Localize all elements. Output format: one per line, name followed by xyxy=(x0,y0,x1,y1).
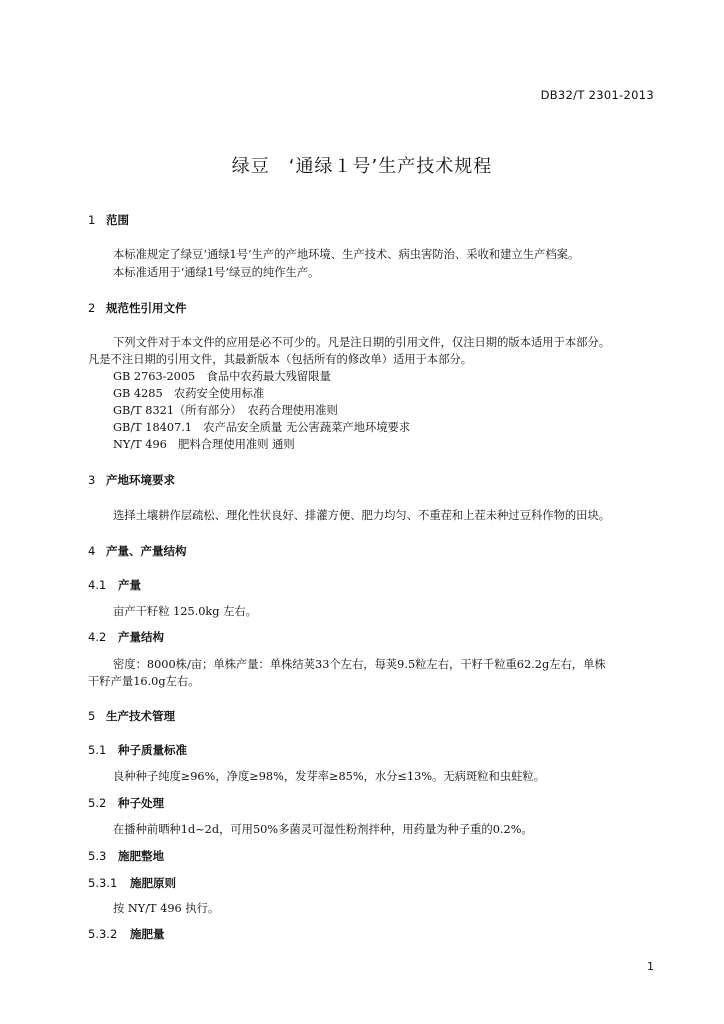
subsection-5-3-1-heading xyxy=(88,875,176,891)
reference-item: GB/T 18407.1 农产品安全质量 无公害蔬菜产地环境要求 xyxy=(113,421,411,434)
reference-item: GB 2763-2005 食品中农药最大残留限量 xyxy=(113,370,331,383)
subsection-4-1-heading xyxy=(88,577,141,593)
section-title: 规范性引用文件 xyxy=(106,301,187,315)
paragraph-line: 下列文件对于本文件的应用是必不可少的。凡是注日期的引用文件，仅注日期的版本适用于本部分。 xyxy=(113,336,611,349)
section-4-heading xyxy=(88,543,187,559)
paragraph-line: 干籽产量16.0g左右。 xyxy=(88,675,200,688)
paragraph-line: 密度：8000株/亩；单株产量：单株结荚33个左右，每荚9.5粒左右，干籽千粒重62.2g左右，单株 xyxy=(113,658,606,671)
document-title: 绿豆 ‘通绿１号’生产技术规程 xyxy=(231,156,493,177)
section-number: 1 xyxy=(88,213,96,227)
reference-item: GB/T 8321（所有部分） 农药合理使用准则 xyxy=(113,404,338,417)
paragraph-line: 选择土壤耕作层疏松、理化性状良好、排灌方便、肥力均匀、不重茬和上茬未种过豆科作物的田块。 xyxy=(113,509,611,522)
paragraph-line: 良种种子纯度≥96%，净度≥98%，发芽率≥85%，水分≤13%。无病斑粒和虫蛀粒。 xyxy=(113,770,546,783)
section-title: 产量 xyxy=(118,578,141,592)
standard-code: DB32/T 2301-2013 xyxy=(540,88,654,102)
reference-item: NY/T 496 肥料合理使用准则 通则 xyxy=(113,438,295,451)
subsection-5-2-heading xyxy=(88,795,164,811)
reference-item: GB 4285 农药安全使用标准 xyxy=(113,387,265,400)
page-number: 1 xyxy=(647,960,654,973)
section-2-heading xyxy=(88,300,187,316)
section-number: 4 xyxy=(88,544,96,558)
section-number: 5.3 xyxy=(88,849,107,863)
section-title: 生产技术管理 xyxy=(106,709,175,723)
section-title: 产量、产量结构 xyxy=(106,544,187,558)
paragraph-line: 凡是不注日期的引用文件，其最新版本（包括所有的修改单）适用于本部分。 xyxy=(88,353,473,366)
section-title: 施肥整地 xyxy=(118,849,164,863)
section-number: 5.3.2 xyxy=(88,927,118,941)
section-number: 5.2 xyxy=(88,796,107,810)
section-number: 4.2 xyxy=(88,630,107,644)
subsection-5-1-heading xyxy=(88,742,187,758)
subsection-5-3-heading xyxy=(88,848,164,864)
section-number: 2 xyxy=(88,301,96,315)
section-title: 种子处理 xyxy=(118,796,164,810)
section-1-heading xyxy=(88,212,129,228)
section-number: 3 xyxy=(88,473,96,487)
paragraph-line: 亩产干籽粒 125.0kg 左右。 xyxy=(113,605,257,618)
section-title: 产量结构 xyxy=(118,630,164,644)
paragraph-line: 本标准规定了绿豆‘通绿1号’生产的产地环境、生产技术、病虫害防治、采收和建立生产档案。 xyxy=(113,248,580,261)
section-number: 4.1 xyxy=(88,578,107,592)
section-number: 5 xyxy=(88,709,96,723)
section-title: 施肥量 xyxy=(130,927,165,941)
section-3-heading xyxy=(88,472,175,488)
paragraph-line: 按 NY/T 496 执行。 xyxy=(113,902,220,915)
paragraph-line: 本标准适用于‘通绿1号’绿豆的纯作生产。 xyxy=(113,266,320,279)
section-number: 5.3.1 xyxy=(88,876,118,890)
subsection-4-2-heading xyxy=(88,629,164,645)
section-number: 5.1 xyxy=(88,743,107,757)
subsection-5-3-2-heading xyxy=(88,926,165,942)
section-title: 范围 xyxy=(106,213,129,227)
section-title: 种子质量标准 xyxy=(118,743,187,757)
section-title: 施肥原则 xyxy=(130,876,176,890)
section-title: 产地环境要求 xyxy=(106,473,175,487)
paragraph-line: 在播种前晒种1d~2d，可用50%多菌灵可湿性粉剂拌种，用药量为种子重的0.2%。 xyxy=(113,823,533,836)
section-5-heading xyxy=(88,708,175,724)
